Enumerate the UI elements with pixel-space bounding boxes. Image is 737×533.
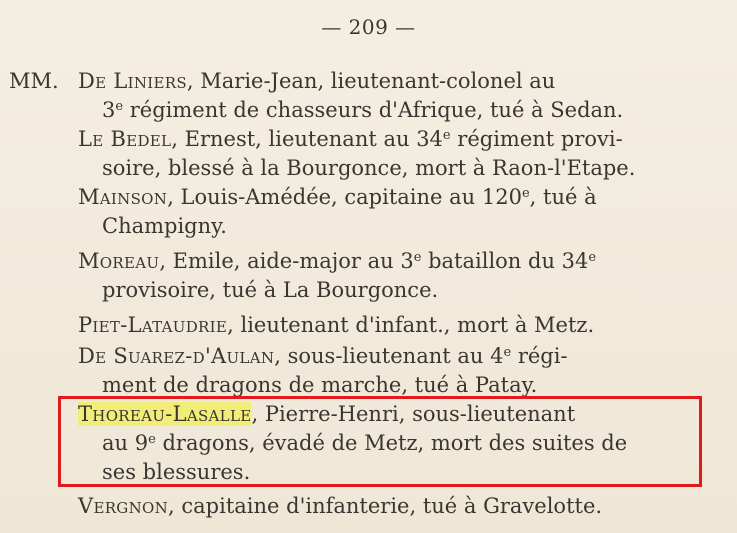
entry-de-liniers: De Liniers, Marie-Jean, lieutenant-colonel au 3e régiment de chasseurs d'Afrique, tué à Sedan. [78, 69, 624, 122]
entry-name: Le Bedel [78, 127, 172, 151]
entry-prefix: MM. [9, 69, 59, 93]
entry-name: De Liniers [78, 69, 187, 93]
entry-name: Moreau [78, 249, 160, 273]
entry-thoreau-lasalle: Thoreau-Lasalle, Pierre-Henri, sous-lieutenant au 9e dragons, évadé de Metz, mort des suites de ses blessures. [78, 402, 628, 484]
entry-name: De Suarez-d'Aulan [78, 344, 275, 368]
entry-vergnon: Vergnon, capitaine d'infanterie, tué à Gravelotte. [78, 494, 603, 518]
entry-name: Vergnon [78, 494, 169, 518]
entry-mainson: Mainson, Louis-Amédée, capitaine au 120e, tué à Champigny. [78, 185, 597, 238]
entry-name: Mainson [78, 185, 168, 209]
entry-name: Piet-Lataudrie [78, 313, 228, 337]
entry-piet-lataudrie: Piet-Lataudrie, lieutenant d'infant., mort à Metz. [78, 313, 595, 337]
highlighted-name: Thoreau-Lasalle [78, 402, 252, 426]
entry-moreau: Moreau, Emile, aide-major au 3e bataillon du 34e provisoire, tué à La Bourgonce. [78, 249, 597, 302]
entry-de-suarez-daulan: De Suarez-d'Aulan, sous-lieutenant au 4e régi- ment de dragons de marche, tué à Patay. [78, 344, 568, 397]
page-number: — 209 — [321, 15, 416, 39]
entry-le-bedel: Le Bedel, Ernest, lieutenant au 34e régiment provi- soire, blessé à la Bourgonce, mort à Raon-l'Etape. [78, 127, 636, 180]
